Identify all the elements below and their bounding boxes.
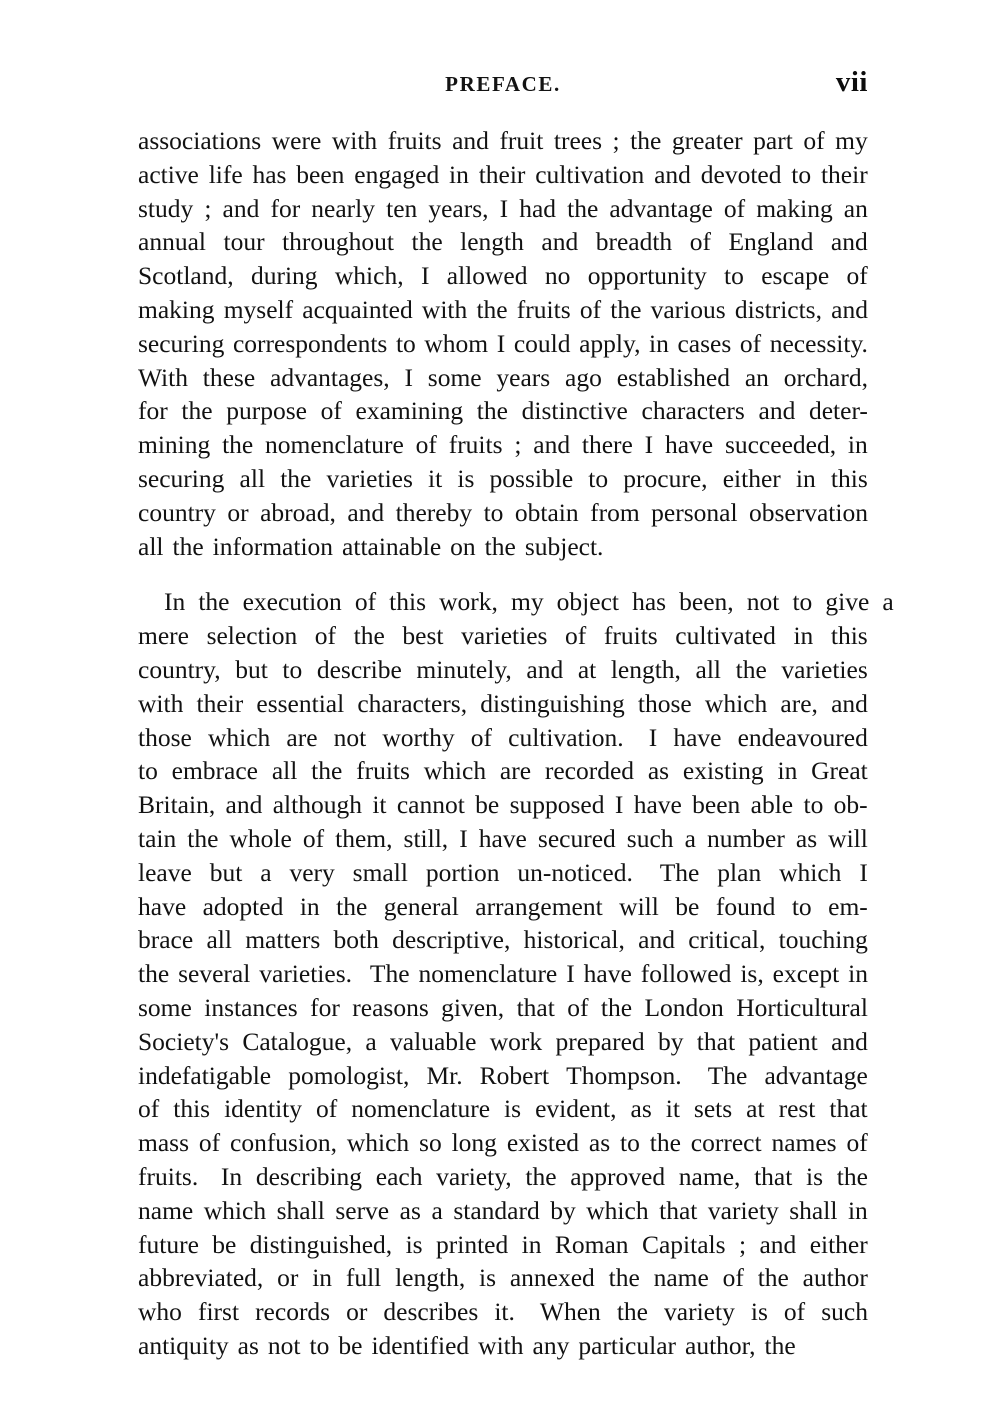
text-line: name which shall serve as a standard by which that variety shall in <box>138 1195 868 1225</box>
text-line: for the purpose of examining the distinctive characters and deter- <box>138 396 868 426</box>
text-line: to embrace all the fruits which are recorded as existing in Great <box>138 756 868 786</box>
body-text-block <box>138 126 894 1365</box>
text-line: associations were with fruits and fruit trees ; the greater part of my <box>138 126 868 155</box>
running-head <box>138 66 868 106</box>
text-line: With these advantages, I some years ago established an orchard, <box>138 362 868 392</box>
text-line: with their essential characters, distinguishing those which are, and <box>138 688 868 718</box>
text-line: brace all matters both descriptive, historical, and critical, touching <box>138 925 868 955</box>
text-line: indefatigable pomologist, Mr. Robert Thompson. The advantage <box>138 1060 868 1090</box>
text-line: the several varieties. The nomenclature I have followed is, except in <box>138 959 868 989</box>
text-line: Society's Catalogue, a valuable work prepared by that patient and <box>138 1026 868 1056</box>
text-line: mass of confusion, which so long existed as to the correct names of <box>138 1128 868 1158</box>
text-line: future be distinguished, is printed in Roman Capitals ; and either <box>138 1229 868 1259</box>
text-line: those which are not worthy of cultivation. I have endeavoured <box>138 722 868 752</box>
text-line: mining the nomenclature of fruits ; and there I have succeeded, in <box>138 430 868 460</box>
text-line: making myself acquainted with the fruits of the various districts, and <box>138 294 868 324</box>
paragraph-execution <box>138 587 894 1364</box>
text-line: antiquity as not to be identified with any particular author, the <box>138 1330 796 1360</box>
text-line: Britain, and although it cannot be supposed I have been able to ob- <box>138 790 868 820</box>
text-line: who first records or describes it. When the variety is of such <box>138 1297 868 1327</box>
text-line: fruits. In describing each variety, the approved name, that is the <box>138 1161 868 1191</box>
page-number: vii <box>835 66 868 98</box>
text-line: abbreviated, or in full length, is annexed the name of the author <box>138 1263 868 1293</box>
text-line: active life has been engaged in their cultivation and devoted to their <box>138 159 868 189</box>
text-line: securing all the varieties it is possible to procure, either in this <box>138 463 868 493</box>
paragraph-continued <box>138 126 868 565</box>
text-line: of this identity of nomenclature is evident, as it sets at rest that <box>138 1094 868 1124</box>
text-line: all the information attainable on the subject. <box>138 531 604 561</box>
text-line: tain the whole of them, still, I have secured such a number as will <box>138 823 868 853</box>
text-line: study ; and for nearly ten years, I had the advantage of making an <box>138 193 868 223</box>
text-line: some instances for reasons given, that of the London Horticultural <box>138 992 868 1022</box>
text-line: In the execution of this work, my object has been, not to give a <box>164 587 894 617</box>
text-line: annual tour throughout the length and breadth of England and <box>138 227 868 257</box>
text-line: Scotland, during which, I allowed no opportunity to escape of <box>138 261 868 291</box>
text-line: securing correspondents to whom I could apply, in cases of necessity. <box>138 328 868 358</box>
text-line: have adopted in the general arrangement will be found to em- <box>138 891 868 921</box>
text-line: country or abroad, and thereby to obtain from personal observation <box>138 497 868 527</box>
text-line: country, but to describe minutely, and at length, all the varieties <box>138 654 868 684</box>
text-line: mere selection of the best varieties of fruits cultivated in this <box>138 621 868 651</box>
running-head-title: PREFACE. <box>445 72 561 96</box>
text-line: leave but a very small portion un-noticed. The plan which I <box>138 857 868 887</box>
